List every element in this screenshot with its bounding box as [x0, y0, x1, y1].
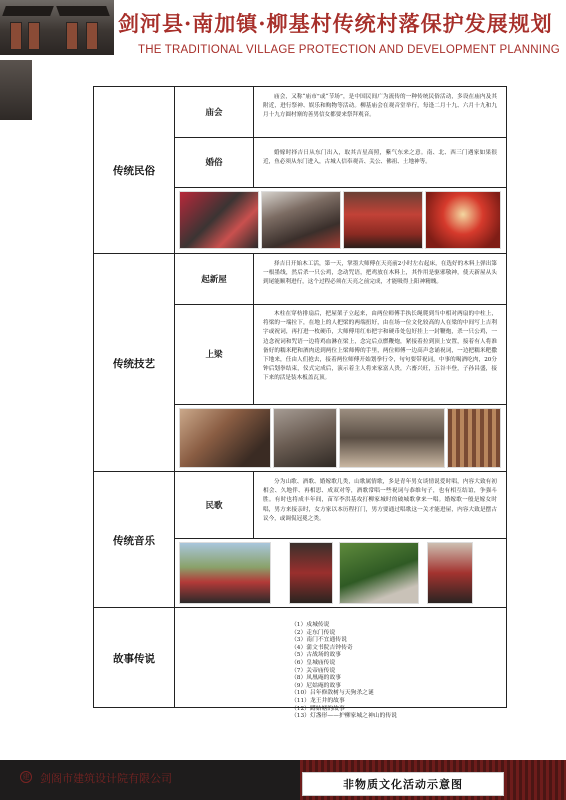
- culture-table: [93, 86, 507, 720]
- photo-incense-sticks: [343, 191, 423, 249]
- list-item: （5）古战场的故事: [291, 652, 342, 659]
- company-logo-icon: 建: [20, 771, 32, 783]
- section-traditional-crafts: [94, 253, 506, 472]
- page-title: 剑河县·南加镇·柳基村传统村落保护发展规划: [118, 11, 553, 36]
- list-item: （4）蒲文书院吉钟传奇: [291, 644, 353, 651]
- photo-window: [86, 22, 98, 50]
- list-item: （12）蹲姑塘的故事: [291, 705, 345, 712]
- photo-roof-left: [2, 6, 54, 16]
- section-traditional-music: [94, 471, 506, 608]
- list-item: （10）吕年修敌树与天狗杀之谜: [291, 690, 374, 697]
- photo-buffalo-plough: [273, 408, 337, 468]
- entry-name: 庙会: [175, 87, 254, 137]
- header-building-photo: [0, 0, 114, 55]
- photo-window: [66, 22, 78, 50]
- entry-description: 分为山歌、酒歌、婚嫁歌几类，山歌属情歌，多是青年男女谈情说爱时唱，内容大致有初相会、久地伴、再相思、成双对等，酒歌常唱一些祝词与恭维句子，也有相互结谊，争强斗胜。有时也将成丰年间，苗军李洪基攻打柳家城时的破城歌拿来一唱。婚嫁歌一般是嫁女时唱，男方来接亲时，女方家以本历程打门，男方要通过唱歌这一关才能进屋，内容大致是摆古议今，或调侃冠冕之类。: [263, 479, 497, 522]
- photo-strip-music: [179, 542, 501, 604]
- entry-description: 婚嫁时择吉日从东门出入，取其吉星高照，紫气东来之意。南、北、西三门遇家如果很近，鱼必须从东门进入，古城人信奉观音、关公、佛祖、土地神等。: [263, 150, 497, 166]
- section-stories-legends: [94, 607, 506, 720]
- photo-strip-crafts: [179, 408, 501, 468]
- company-name: 剑阁市建筑设计院有限公司: [40, 772, 172, 785]
- entry-description: 择吉日开始木工活，第一天，掌墨大师傅在天亮前2小时左右起床，在选好的木料上弹出第一根墨线，然后杀一只公鸡，念动咒语，把鸡放在木料上，其作用是驱邪敬神，使天新屋从头到尾能顺利进行，这个过程必须在天亮之前完成，才能吸得上阳神精魄。: [263, 261, 497, 286]
- list-item: （6）皇城庙传说: [291, 659, 336, 666]
- photo-villagers-gathering: [339, 408, 445, 468]
- photo-girls-costume: [427, 542, 473, 604]
- list-item: （8）凤凰庵的故事: [291, 675, 342, 682]
- section-folk-customs: [94, 87, 506, 253]
- list-item: （7）关帝庙传说: [291, 667, 336, 674]
- list-item: （1）戍城传说: [291, 622, 330, 628]
- category-label: 传统技艺: [94, 254, 175, 472]
- photo-strip-folk: [179, 191, 501, 249]
- list-item: （3）南门不宜通传说: [291, 637, 347, 644]
- category-label: 传统音乐: [94, 472, 175, 608]
- photo-singers-group: [179, 542, 271, 604]
- category-label: 故事传说: [94, 608, 175, 708]
- entry-name: 婚俗: [175, 137, 254, 187]
- entry-beam-raising: [175, 304, 506, 405]
- entry-new-house: [175, 254, 506, 305]
- entry-description: 木柱在穿枋排扇后，把屋架子立起来，由两位师傅手执长绳爬到当中相对两扇的中柱上，将梁的一端拉下，在地上的人把梁的两端扭好，由在场一位文化较高的人在梁的中间写上吉利字或祝词，再打进一枚硬币，大师傅用红布把字和硬币处包好挂上一封鞭炮，杀一只公鸡，一边念祝词和咒语一边将鸡血淋在梁上，念完后点燃鞭炮，紧接着拉到顶上安置，接着有人将准备好的糯米粑和酒肉送到两位上梁师傅的手里，两位师傅一边高声念诵祝词，一边把糯米粑撒下地来，任由人们抢去，接着两位师傅开始划拳行令，句句要带祝词，中事的喝酒吃肉，20分钟后划拳结束，仪式完成后，演示着主人将来家富人贵，六畜兴旺，五谷丰登，子孙昌盛，接下来的活是装木板盖瓦顶。: [263, 311, 497, 382]
- photo-roof-right: [56, 6, 110, 16]
- entry-name: 起新屋: [175, 254, 254, 304]
- entry-name: 民歌: [175, 472, 254, 538]
- entry-name: 上梁: [175, 304, 254, 404]
- category-label: 传统民俗: [94, 87, 175, 253]
- list-item: （11）龙王井的故事: [291, 697, 345, 704]
- entry-description: 庙会，又称“庙市”或“节场”，是中国民间广为流传的一种传统民俗活动，多设在庙内及其附近，进行祭神、娱乐和购物等活动。柳基庙会在观音堂举行，每逢二月十九、六月十九和九月十九方圆村寨的善男信女都要来祭拜观音。: [263, 94, 497, 119]
- entry-temple-fair: [175, 87, 506, 138]
- side-texture-photo: [0, 60, 32, 120]
- list-item: （13）灯盏形——护柳家城之神山的传说: [291, 713, 397, 720]
- page-subtitle-english: THE TRADITIONAL VILLAGE PROTECTION AND DEVELOPMENT PLANNING: [138, 44, 560, 56]
- entry-wedding-custom: [175, 137, 506, 188]
- photo-incense-smoke: [261, 191, 341, 249]
- photo-singers-costume: [289, 542, 333, 604]
- photo-carpentry-hands: [179, 408, 271, 468]
- photo-crowd-festival: [179, 191, 259, 249]
- entry-folk-song: [175, 472, 506, 539]
- legend-list: [291, 622, 397, 721]
- photo-red-lanterns: [425, 191, 501, 249]
- photo-wooden-frame: [447, 408, 501, 468]
- photo-outdoor-performance: [339, 542, 419, 604]
- list-item: （9）尼姑庵的故事: [291, 682, 342, 689]
- page-header: [0, 0, 566, 66]
- list-item: （2）走东门传说: [291, 629, 336, 636]
- photo-window: [28, 22, 40, 50]
- photo-window: [10, 22, 22, 50]
- drawing-title: 非物质文化活动示意图: [302, 772, 504, 796]
